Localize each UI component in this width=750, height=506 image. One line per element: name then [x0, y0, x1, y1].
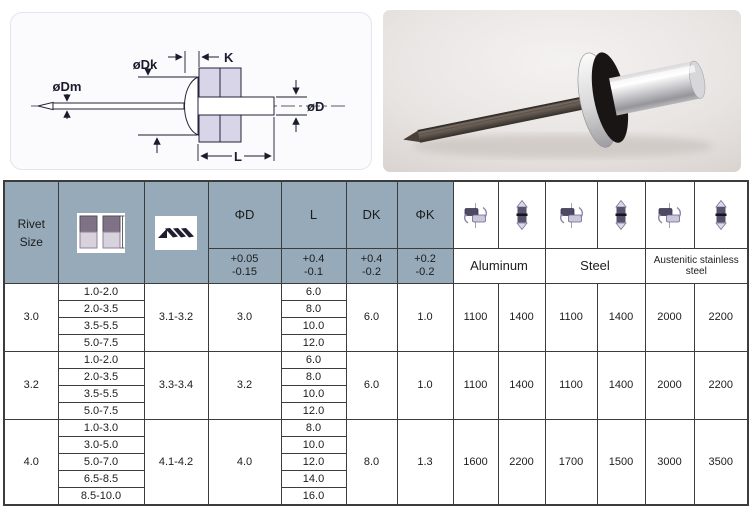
cell-grip-range: 1.0-3.0 [58, 420, 144, 437]
cell-grip-range: 1.0-2.0 [58, 352, 144, 369]
cell-length: 10.0 [281, 437, 346, 454]
cell-grip-range: 5.0-7.0 [58, 454, 144, 471]
cell-strength: 1700 [545, 420, 597, 506]
rivet-technical-drawing [10, 12, 372, 170]
material-steel [545, 249, 645, 284]
cell-grip-range: 6.5-8.5 [58, 471, 144, 488]
header-drill-size [144, 181, 208, 284]
cell-phi-d: 3.2 [208, 352, 281, 420]
rivet-body [198, 97, 274, 115]
shear-strength-icon [462, 202, 489, 229]
dim-label-dk: øDk [132, 57, 158, 72]
cell-phi-k: 1.3 [397, 420, 453, 506]
cell-length: 12.0 [281, 403, 346, 420]
cell-length: 8.0 [281, 301, 346, 318]
cell-grip-range: 1.0-2.0 [58, 284, 144, 301]
cell-strength: 1100 [545, 352, 597, 420]
rivet-head [185, 77, 199, 135]
cell-grip-range: 3.5-5.5 [58, 318, 144, 335]
cell-grip-range: 5.0-7.5 [58, 335, 144, 352]
cell-dk: 8.0 [346, 420, 397, 506]
cell-strength: 1400 [597, 352, 645, 420]
cell-length: 10.0 [281, 386, 346, 403]
header-grip-range [58, 181, 144, 284]
dk-label: DK [362, 207, 381, 222]
dim-label-d: øD [307, 99, 325, 114]
cell-grip-range: 8.5-10.0 [58, 488, 144, 506]
cell-rivet-size: 4.0 [4, 420, 58, 506]
tol-d-minus: -0.15 [231, 266, 258, 278]
rivet-photo-svg [383, 10, 741, 172]
tol-d-plus: +0.05 [230, 253, 259, 265]
cell-strength: 1100 [545, 284, 597, 352]
tolerance-phi-k [397, 249, 453, 284]
tol-l-plus: +0.4 [302, 253, 325, 265]
grip-range-icon [77, 213, 125, 253]
header-rivet-size [4, 181, 58, 284]
shear-strength-icon [558, 202, 585, 229]
cell-grip-range: 3.5-5.5 [58, 386, 144, 403]
material-stainless: Austenitic stainless steel [645, 249, 748, 284]
dim-label-dm: øDm [52, 79, 82, 94]
cell-length: 12.0 [281, 335, 346, 352]
cell-length: 8.0 [281, 420, 346, 437]
header-aluminum-tensile [498, 181, 545, 249]
cell-dk: 6.0 [346, 352, 397, 420]
cell-rivet-size: 3.2 [4, 352, 58, 420]
header-dk [346, 181, 397, 249]
table-row [4, 284, 748, 301]
cell-drill-size: 3.3-3.4 [144, 352, 208, 420]
plate-bottom-left [199, 115, 220, 142]
tensile-strength-icon [614, 200, 628, 230]
cell-length: 10.0 [281, 318, 346, 335]
tensile-strength-icon [714, 200, 728, 230]
cell-strength: 1400 [597, 284, 645, 352]
rivet-spec-table [3, 180, 749, 506]
cell-strength: 2200 [694, 284, 748, 352]
cell-strength: 2000 [645, 352, 694, 420]
cell-grip-range: 5.0-7.5 [58, 403, 144, 420]
header-phi-d [208, 181, 281, 249]
plate-bottom-right [220, 115, 241, 142]
cell-length: 12.0 [281, 454, 346, 471]
tol-k-plus: +0.2 [414, 253, 436, 265]
rivet-size-label: Rivet Size [17, 216, 45, 249]
cell-strength: 3500 [694, 420, 748, 506]
mandrel-tip [38, 102, 53, 109]
cell-drill-size: 3.1-3.2 [144, 284, 208, 352]
tol-l-minus: -0.1 [304, 266, 323, 278]
cell-drill-size: 4.1-4.2 [144, 420, 208, 506]
header-stainless-shear [645, 181, 694, 249]
cell-length: 14.0 [281, 471, 346, 488]
cell-phi-k: 1.0 [397, 284, 453, 352]
phi-d-label: ΦD [234, 207, 255, 222]
header-aluminum-shear [453, 181, 498, 249]
tolerance-l [281, 249, 346, 284]
shear-strength-icon [656, 202, 683, 229]
cell-strength: 1400 [498, 284, 545, 352]
rivet-product-photo [383, 10, 741, 172]
cell-grip-range: 3.0-5.0 [58, 437, 144, 454]
cell-strength: 1500 [597, 420, 645, 506]
cell-rivet-size: 3.0 [4, 284, 58, 352]
spec-table-body [4, 284, 748, 506]
cell-phi-d: 3.0 [208, 284, 281, 352]
mandrel-rod [52, 103, 184, 109]
cell-grip-range: 2.0-3.5 [58, 369, 144, 386]
cell-strength: 1100 [453, 284, 498, 352]
phi-k-label: ΦK [415, 207, 435, 222]
cell-phi-k: 1.0 [397, 352, 453, 420]
dim-label-k: K [224, 50, 234, 65]
table-row [4, 352, 748, 369]
cell-strength: 2200 [694, 352, 748, 420]
tolerance-dk [346, 249, 397, 284]
drill-bit-icon [155, 216, 197, 250]
tol-dk-minus: -0.2 [362, 266, 381, 278]
plate-top-left [199, 68, 220, 97]
cell-length: 6.0 [281, 352, 346, 369]
material-aluminum [453, 249, 545, 284]
header-stainless-tensile [694, 181, 748, 249]
cell-length: 16.0 [281, 488, 346, 506]
cell-strength: 2000 [645, 284, 694, 352]
table-row [4, 420, 748, 437]
header-steel-shear [545, 181, 597, 249]
tol-k-minus: -0.2 [415, 266, 435, 278]
header-phi-k [397, 181, 453, 249]
cell-strength: 1400 [498, 352, 545, 420]
rivet-diagram-svg [11, 13, 371, 169]
photo-shadow [413, 134, 713, 158]
cell-length: 6.0 [281, 284, 346, 301]
cell-dk: 6.0 [346, 284, 397, 352]
header-l [281, 181, 346, 249]
cell-strength: 1100 [453, 352, 498, 420]
aluminum-label: Aluminum [470, 258, 528, 273]
plate-top-right [220, 68, 241, 97]
l-label: L [309, 207, 318, 222]
steel-label: Steel [580, 258, 610, 273]
cell-strength: 2200 [498, 420, 545, 506]
cell-phi-d: 4.0 [208, 420, 281, 506]
tensile-strength-icon [515, 200, 529, 230]
cell-length: 8.0 [281, 369, 346, 386]
tolerance-phi-d [208, 249, 281, 284]
tol-dk-plus: +0.4 [360, 253, 383, 265]
cell-strength: 1600 [453, 420, 498, 506]
dim-label-l: L [234, 149, 242, 164]
cell-strength: 3000 [645, 420, 694, 506]
header-steel-tensile [597, 181, 645, 249]
cell-grip-range: 2.0-3.5 [58, 301, 144, 318]
